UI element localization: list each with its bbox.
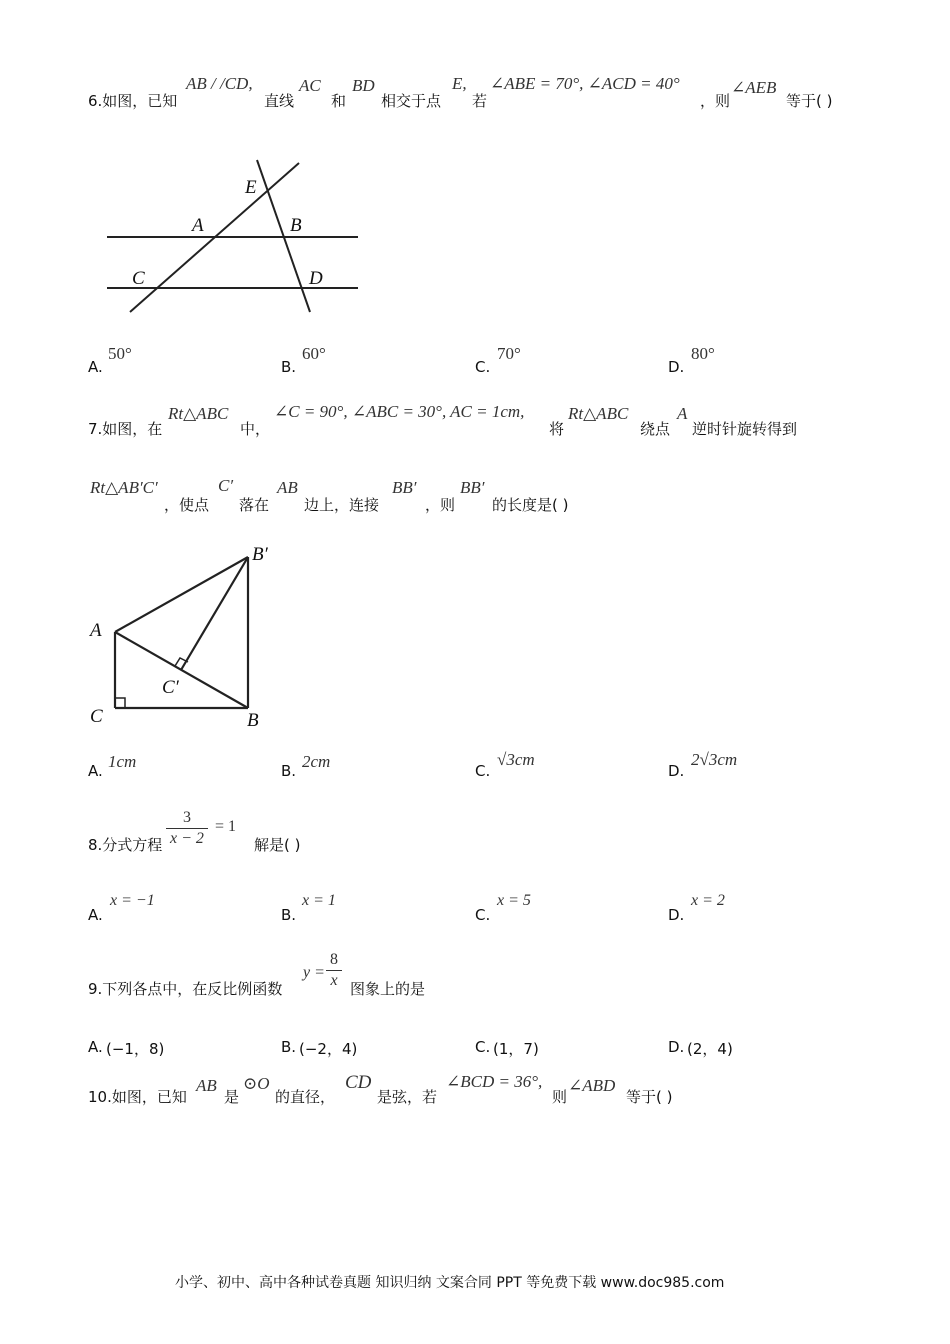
q9-fraction-numerator: 8: [326, 950, 342, 971]
q9-option-a-value[interactable]: (−1，8): [106, 1040, 165, 1058]
q9-fraction-denominator: x: [330, 972, 338, 989]
q7-math-a: A: [677, 404, 688, 423]
q6-label-b: B: [290, 215, 302, 236]
q7-text-around: 绕点: [640, 420, 671, 438]
q7-option-d-letter[interactable]: D.: [668, 762, 685, 780]
q9-text-intro: 9.下列各点中，在反比例函数: [88, 980, 283, 998]
q6-option-b-letter[interactable]: B.: [281, 358, 297, 376]
q6-option-d-letter[interactable]: D.: [668, 358, 685, 376]
q6-label-d: D: [309, 268, 323, 289]
q7-math-triangle-3: Rt△AB′C′: [90, 478, 158, 497]
q10-text-then: 则: [552, 1088, 568, 1106]
q8-fraction: [166, 808, 208, 849]
q10-text-equals: 等于( ): [626, 1088, 673, 1106]
q10-math-circle: ⊙O: [243, 1074, 270, 1093]
q7-option-b-letter[interactable]: B.: [281, 762, 297, 780]
q6-math-e: E,: [452, 74, 467, 93]
q6-text-intro: 6.如图，已知: [88, 92, 178, 110]
q8-text-solution: 解是( ): [254, 836, 301, 854]
q7-option-c-value[interactable]: √3cm: [497, 750, 535, 769]
q10-math-abd: ∠ABD: [568, 1076, 616, 1095]
q10-text-chord: 是弦，若: [377, 1088, 438, 1106]
q7-text-make: ，使点: [164, 496, 210, 514]
q7-math-bb1: BB′: [392, 478, 417, 497]
q6-math-ac: AC: [299, 76, 321, 95]
q9-option-a-letter[interactable]: A.: [88, 1038, 103, 1056]
q6-text-meet: 相交于点: [381, 92, 442, 110]
q9-option-b-letter[interactable]: B.: [281, 1038, 297, 1056]
q7-label-a: A: [90, 620, 102, 641]
q7-math-c1: C′: [218, 476, 234, 495]
q7-option-a-value[interactable]: 1cm: [108, 752, 137, 771]
q7-option-d-value[interactable]: 2√3cm: [691, 750, 738, 769]
q7-text-then: ，则: [425, 496, 456, 514]
q9-option-d-value[interactable]: (2，4): [687, 1040, 733, 1058]
q10-math-ab: AB: [196, 1076, 217, 1095]
q7-text-edge: 边上，连接: [304, 496, 380, 514]
q6-label-e: E: [245, 177, 257, 198]
q7-text-intro: 7.如图，在: [88, 420, 163, 438]
q6-label-a: A: [192, 215, 204, 236]
q6-text-then: ，则: [700, 92, 731, 110]
q7-text-rotate: 将: [549, 420, 565, 438]
q10-text-is: 是: [224, 1088, 240, 1106]
q8-option-d-letter[interactable]: D.: [668, 906, 685, 924]
q10-text-diameter: 的直径，: [275, 1088, 336, 1106]
q8-option-c-value[interactable]: x = 5: [497, 892, 531, 909]
q9-option-c-letter[interactable]: C.: [475, 1038, 491, 1056]
q10-text-intro: 10.如图，已知: [88, 1088, 187, 1106]
q6-figure-parallel-lines: [90, 150, 380, 330]
q6-option-b-value[interactable]: 60°: [302, 344, 326, 363]
q6-text-if: 若: [472, 92, 488, 110]
q7-math-triangle-2: Rt△ABC: [568, 404, 629, 423]
q8-rhs: = 1: [215, 818, 237, 835]
q7-figure-rotated-triangle: [80, 540, 290, 735]
q6-math-bd: BD: [352, 76, 375, 95]
q7-text-length: 的长度是( ): [492, 496, 569, 514]
q8-fraction-numerator: 3: [166, 808, 208, 829]
q7-label-c: C: [90, 706, 103, 727]
q6-option-c-value[interactable]: 70°: [497, 344, 521, 363]
q6-option-a-letter[interactable]: A.: [88, 358, 103, 376]
q8-option-a-value[interactable]: x = −1: [110, 892, 155, 909]
q7-math-triangle: Rt△ABC: [168, 404, 229, 423]
q7-math-condition: ∠C = 90°, ∠ABC = 30°, AC = 1cm,: [274, 402, 525, 421]
q7-text-on: 落在: [239, 496, 270, 514]
q9-math-y: y =: [303, 964, 325, 981]
q6-text-equals: 等于( ): [786, 92, 833, 110]
page-footer: 小学、初中、高中各种试卷真题 知识归纳 文案合同 PPT 等免费下载 www.doc985.com: [175, 1275, 725, 1291]
q10-math-condition: ∠BCD = 36°,: [446, 1072, 543, 1091]
q6-math-parallel: AB / /CD,: [186, 74, 253, 93]
q7-label-c-prime: C′: [162, 677, 179, 698]
q7-text-ccw: 逆时针旋转得到: [692, 420, 798, 438]
q6-option-c-letter[interactable]: C.: [475, 358, 491, 376]
q7-label-b-prime: B′: [252, 544, 268, 565]
q8-option-a-letter[interactable]: A.: [88, 906, 103, 924]
q6-math-condition: ∠ABE = 70°, ∠ACD = 40°: [490, 74, 680, 93]
q8-option-c-letter[interactable]: C.: [475, 906, 491, 924]
q10-math-cd: CD: [345, 1072, 372, 1093]
q6-option-a-value[interactable]: 50°: [108, 344, 132, 363]
q7-text-in: 中，: [240, 420, 271, 438]
q7-option-b-value[interactable]: 2cm: [302, 752, 331, 771]
q8-option-b-value[interactable]: x = 1: [302, 892, 336, 909]
q9-text-on-graph: 图象上的是: [350, 980, 426, 998]
q7-option-a-letter[interactable]: A.: [88, 762, 103, 780]
q6-text-line: 直线: [264, 92, 295, 110]
q7-label-b: B: [247, 710, 259, 731]
q7-math-ab: AB: [277, 478, 298, 497]
q8-fraction-denominator: x − 2: [170, 830, 204, 847]
q7-math-bb2: BB′: [460, 478, 485, 497]
q7-option-c-letter[interactable]: C.: [475, 762, 491, 780]
q9-option-b-value[interactable]: (−2，4): [299, 1040, 358, 1058]
q6-text-and: 和: [331, 92, 347, 110]
q8-option-b-letter[interactable]: B.: [281, 906, 297, 924]
q8-text-intro: 8.分式方程: [88, 836, 163, 854]
q8-option-d-value[interactable]: x = 2: [691, 892, 725, 909]
q9-fraction: [326, 950, 342, 991]
q9-option-c-value[interactable]: (1，7): [493, 1040, 539, 1058]
q6-math-aeb: ∠AEB: [731, 78, 777, 97]
q9-option-d-letter[interactable]: D.: [668, 1038, 685, 1056]
q6-option-d-value[interactable]: 80°: [691, 344, 715, 363]
q6-label-c: C: [132, 268, 145, 289]
